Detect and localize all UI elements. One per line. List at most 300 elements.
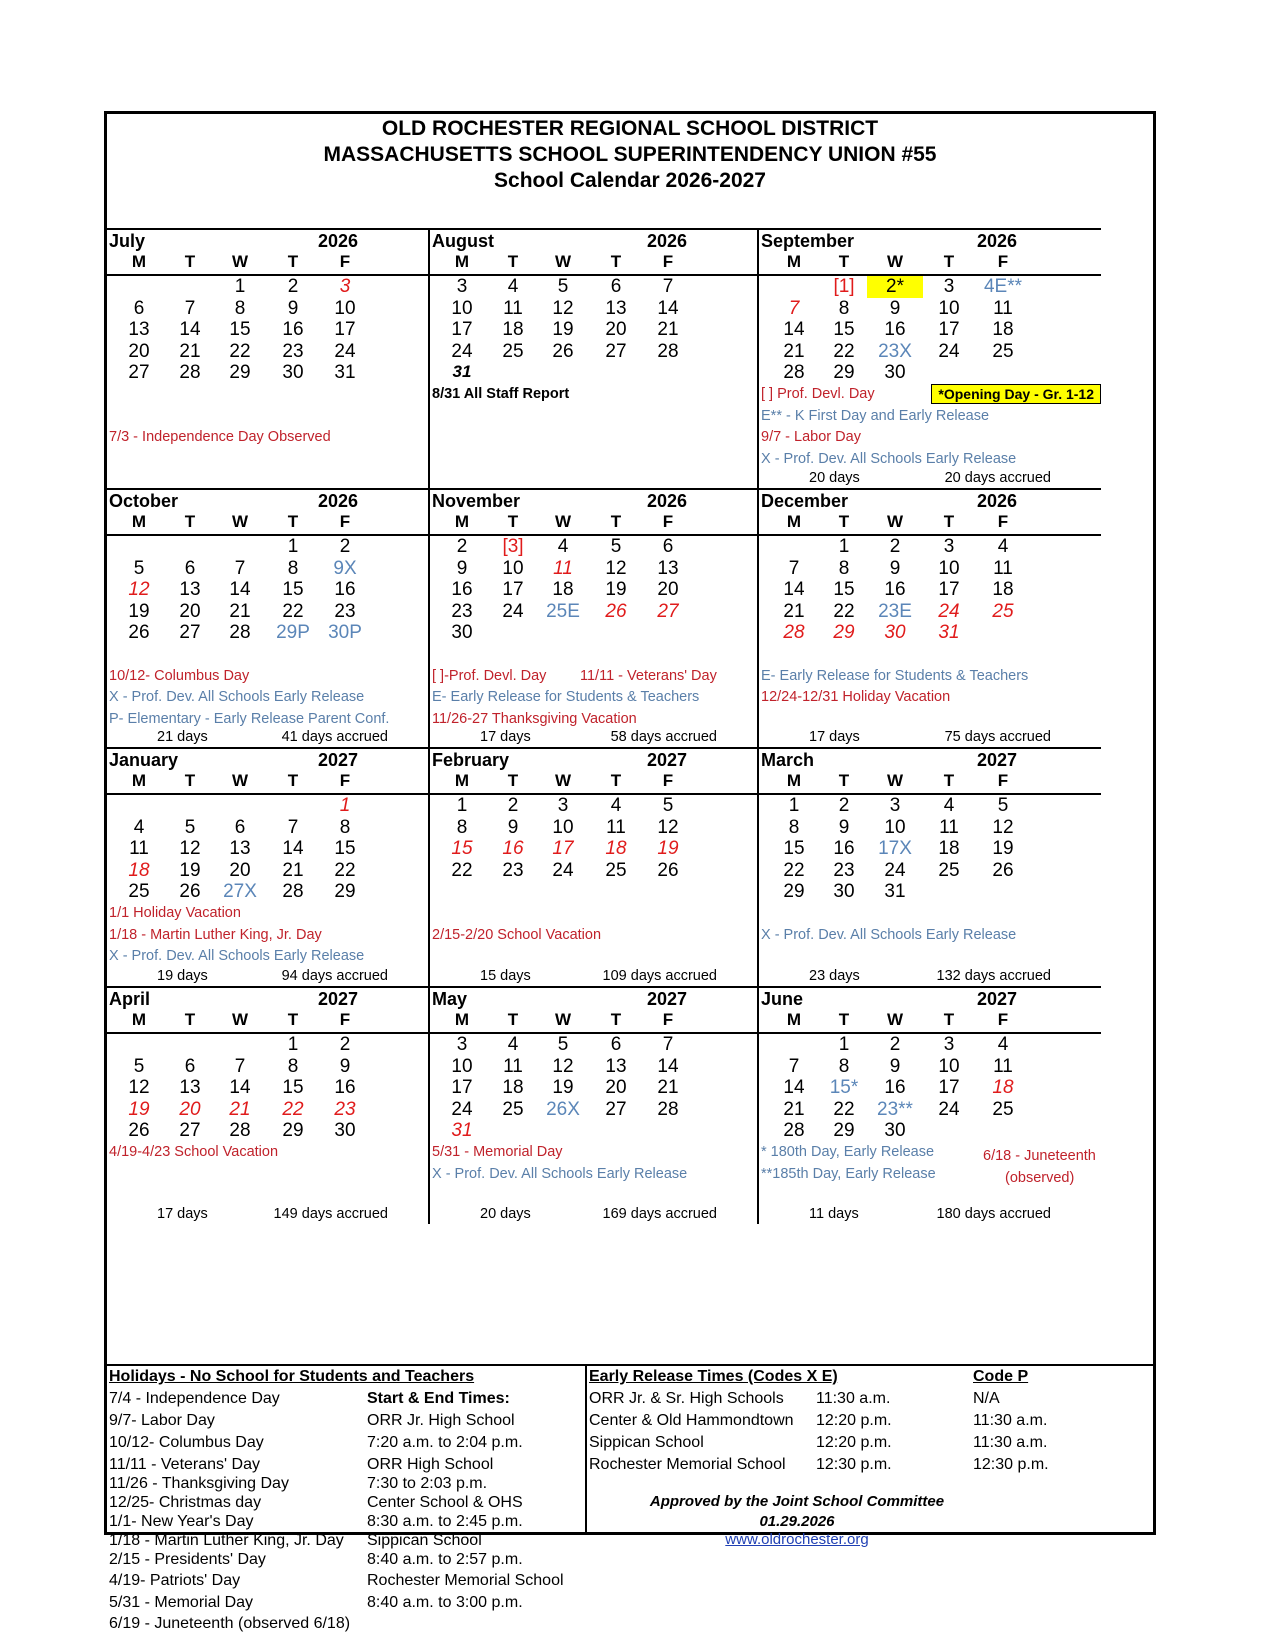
day-cell: 2 [838, 795, 850, 816]
legend-note: 11/11 - Veterans' Day [580, 667, 717, 684]
day-cell: 7 [788, 557, 800, 579]
month-day-count: 17 days [809, 729, 860, 745]
day-cell: 14 [229, 579, 251, 601]
month-year: 2027 [317, 750, 358, 770]
day-cell: [1] [833, 276, 855, 297]
week-row [430, 536, 757, 558]
day-cell: [3] [502, 536, 524, 557]
weekday-header [107, 512, 428, 536]
weekday-label: T [184, 252, 196, 271]
day-cell: 28 [179, 362, 201, 384]
weekday-label: M [786, 771, 802, 790]
month-name: October [109, 491, 179, 511]
day-cell: 29 [833, 1120, 855, 1142]
month-header [107, 490, 428, 512]
month-year: 2026 [317, 491, 358, 511]
holidays-times-column [107, 1366, 587, 1632]
holiday-item: 2/15 - Presidents' Day [109, 1551, 266, 1568]
day-cell: 31 [334, 362, 356, 384]
day-cell: 26 [179, 881, 201, 903]
day-cell: 5 [133, 1055, 145, 1077]
weekday-label: F [662, 771, 674, 790]
day-cell: 23X [878, 340, 912, 362]
month-february [430, 747, 759, 986]
day-cell: 10 [502, 557, 524, 579]
early-school: Sippican School [589, 1434, 704, 1451]
early-release-column [587, 1366, 1153, 1548]
weekday-header [430, 771, 757, 795]
weekday-label: T [287, 771, 299, 790]
week-row [430, 1099, 757, 1121]
month-year: 2026 [646, 231, 687, 251]
legend-note: 4/19-4/23 School Vacation [109, 1144, 279, 1160]
weekday-label: M [131, 252, 147, 271]
day-cell: 21 [783, 1098, 805, 1120]
day-cell: 2* [867, 276, 923, 298]
month-header [759, 230, 1101, 252]
weekday-label: T [610, 1010, 622, 1029]
day-cell: 10 [938, 1055, 960, 1077]
day-cell: 7 [184, 297, 196, 319]
month-name: July [109, 231, 146, 251]
day-cell: 20 [179, 600, 201, 622]
day-cell: 12 [657, 816, 679, 838]
day-cell: 24 [938, 1098, 960, 1120]
week-row [107, 298, 428, 320]
weekday-label: F [997, 771, 1009, 790]
week-row [759, 558, 1101, 580]
week-row [759, 838, 1101, 860]
day-cell: 9X [333, 557, 357, 579]
weekday-label: W [554, 771, 572, 790]
day-cell: 4 [610, 795, 622, 816]
week-row [759, 1099, 1101, 1121]
weekday-label: T [507, 512, 519, 531]
day-cell: 15* [829, 1077, 859, 1099]
day-cell: 30 [334, 1120, 356, 1142]
start-end-item: ORR Jr. High School [367, 1412, 515, 1429]
day-cell: 9 [456, 557, 468, 579]
day-cell: 28 [783, 1120, 805, 1142]
week-row [107, 536, 428, 558]
day-cell: 9 [287, 297, 299, 319]
weekday-label: F [997, 512, 1009, 531]
days-accrued: 132 days accrued [936, 968, 1051, 984]
weekday-label: W [554, 512, 572, 531]
week-row [759, 341, 1101, 363]
day-cell: 4 [133, 816, 145, 838]
weekday-label: W [554, 1010, 572, 1029]
week-row [430, 860, 757, 882]
month-name: April [109, 989, 151, 1009]
day-cell: 14 [179, 319, 201, 341]
day-cell: 27X [223, 881, 257, 903]
week-row [430, 362, 757, 384]
weekday-label: T [838, 1010, 850, 1029]
day-cell: 6 [133, 297, 145, 319]
day-cell: 25 [992, 600, 1014, 622]
day-cell: 22 [334, 859, 356, 881]
holiday-item: 5/31 - Memorial Day [109, 1594, 254, 1611]
day-cell: 8 [234, 297, 246, 319]
month-header [107, 988, 428, 1010]
week-row [759, 1120, 1101, 1142]
weekday-label: F [997, 252, 1009, 271]
day-cell: 21 [179, 340, 201, 362]
approval-date: 01.29.2026 [759, 1513, 835, 1530]
day-cell: 12 [179, 838, 201, 860]
weekday-label: T [287, 1010, 299, 1029]
day-cell: 8 [838, 557, 850, 579]
weekday-label: M [786, 1010, 802, 1029]
day-cell: 1 [788, 795, 800, 816]
weekday-label: F [339, 512, 351, 531]
day-cell: 19 [552, 1077, 574, 1099]
day-cell: 4 [507, 276, 519, 297]
day-cell: 26 [657, 859, 679, 881]
weekday-label: W [231, 512, 249, 531]
month-day-count: 23 days [809, 968, 860, 984]
day-cell: 5 [997, 795, 1009, 816]
day-cell: 30 [884, 622, 906, 644]
day-cell: 13 [657, 557, 679, 579]
early-time: 12:30 p.m. [816, 1456, 892, 1473]
month-day-count: 20 days [480, 1206, 531, 1222]
month-day-count: 11 days [809, 1206, 859, 1222]
early-school: Center & Old Hammondtown [589, 1412, 794, 1429]
month-day-count: 17 days [480, 729, 531, 745]
weekday-label: W [554, 252, 572, 271]
day-cell: 20 [657, 579, 679, 601]
day-cell: 7 [662, 276, 674, 297]
day-cell: 15 [229, 319, 251, 341]
code-p-time: 11:30 a.m. [973, 1412, 1048, 1429]
week-row [430, 319, 757, 341]
day-cell: 28 [783, 362, 805, 384]
month-day-count: 20 days [809, 470, 860, 486]
holiday-item: 12/25- Christmas day [109, 1494, 262, 1511]
day-cell: 21 [657, 1077, 679, 1099]
day-cell: 13 [605, 1055, 627, 1077]
legend-note: (observed) [1005, 1169, 1075, 1186]
day-cell: 19 [992, 838, 1014, 860]
month-year: 2027 [976, 750, 1017, 770]
day-cell: 9 [889, 297, 901, 319]
day-cell: 10 [451, 1055, 473, 1077]
day-cell: 21 [229, 1098, 251, 1120]
month-name: August [432, 231, 494, 251]
legend-note: 9/7 - Labor Day [761, 429, 861, 446]
day-cell: 5 [133, 557, 145, 579]
day-cell: 22 [783, 859, 805, 881]
month-december [759, 488, 1101, 747]
day-cell: 4E** [983, 276, 1023, 297]
week-row [759, 817, 1101, 839]
day-cell: 30 [451, 622, 473, 644]
day-cell: 11 [553, 557, 573, 579]
weekday-label: T [184, 771, 196, 790]
day-cell: 10 [552, 816, 574, 838]
day-cell: 31 [452, 362, 472, 382]
holiday-item: 1/1- New Year's Day [109, 1513, 254, 1530]
day-cell: 26 [128, 1120, 150, 1142]
day-cell: 18 [552, 579, 574, 601]
early-release-title: Early Release Times (Codes X E) [589, 1368, 838, 1385]
day-cell: 9 [889, 1055, 901, 1077]
month-year: 2027 [646, 750, 687, 770]
start-end-item: ORR High School [367, 1456, 494, 1473]
weekday-label: F [662, 1010, 674, 1029]
week-row [430, 1056, 757, 1078]
weekday-label: M [131, 771, 147, 790]
week-row [430, 622, 757, 644]
month-name: May [432, 989, 468, 1009]
day-cell: 13 [128, 319, 150, 341]
holiday-item: 11/11 - Veterans' Day [109, 1456, 260, 1473]
day-cell: 2 [339, 1034, 351, 1055]
early-time: 12:20 p.m. [816, 1434, 892, 1451]
weekday-label: T [943, 771, 955, 790]
holidays-title: Holidays - No School for Students and Teachers [109, 1368, 475, 1385]
weekday-label: F [997, 1010, 1009, 1029]
legend-note: 7/3 - Independence Day Observed [109, 429, 331, 446]
weekday-label: M [131, 512, 147, 531]
day-cell: 15 [451, 838, 473, 860]
weekday-label: F [662, 252, 674, 271]
week-row [759, 860, 1101, 882]
union-title: MASSACHUSETTS SCHOOL SUPERINTENDENCY UNION #55 [323, 143, 937, 166]
month-header [107, 749, 428, 771]
weekday-label: T [943, 252, 955, 271]
days-accrued: 109 days accrued [602, 968, 717, 984]
day-cell: 12 [992, 816, 1014, 838]
day-cell: 16 [884, 319, 906, 341]
day-cell: 30 [282, 362, 304, 384]
day-cell: 28 [657, 340, 679, 362]
start-end-item: 8:40 a.m. to 3:00 p.m. [367, 1594, 523, 1611]
month-may [430, 986, 759, 1224]
month-header [430, 988, 757, 1010]
day-cell: 9 [339, 1055, 351, 1077]
day-cell: 5 [557, 276, 569, 297]
weekday-label: W [231, 771, 249, 790]
month-name: September [761, 231, 855, 251]
month-day-count: 15 days [480, 968, 531, 984]
month-july [107, 228, 430, 488]
day-cell: 25E [546, 600, 580, 622]
early-school: Rochester Memorial School [589, 1456, 786, 1473]
day-cell: 10 [884, 816, 906, 838]
day-cell: 21 [783, 600, 805, 622]
month-name: June [761, 989, 804, 1009]
day-cell: 1 [838, 1034, 850, 1055]
day-cell: 2 [507, 795, 519, 816]
day-cell: 27 [605, 1098, 627, 1120]
month-header [759, 988, 1101, 1010]
day-cell: 5 [610, 536, 622, 557]
weekday-header [107, 771, 428, 795]
week-row [107, 558, 428, 580]
day-cell: 22 [833, 340, 855, 362]
week-row [107, 579, 428, 601]
start-end-item: 8:40 a.m. to 2:57 p.m. [367, 1551, 523, 1568]
legend-note: 2/15-2/20 School Vacation [432, 926, 602, 943]
legend-note: 11/26-27 Thanksgiving Vacation [432, 710, 637, 727]
month-header [430, 490, 757, 512]
weekday-label: F [339, 1010, 351, 1029]
day-cell: 7 [788, 297, 800, 319]
day-cell: 24 [552, 859, 574, 881]
day-cell: 29 [334, 881, 356, 903]
day-cell: 11 [606, 816, 626, 838]
month-year: 2026 [976, 231, 1017, 251]
day-cell: 18 [605, 838, 627, 860]
day-cell: 23E [878, 600, 912, 622]
day-cell: 13 [179, 579, 201, 601]
day-cell: 18 [992, 1077, 1014, 1099]
holiday-item: 10/12- Columbus Day [109, 1434, 264, 1451]
day-cell: 19 [605, 579, 627, 601]
weekday-header [107, 252, 428, 276]
week-row [107, 622, 428, 644]
week-row [107, 319, 428, 341]
weekday-label: F [662, 512, 674, 531]
day-cell: 24 [938, 340, 960, 362]
weekday-label: W [886, 771, 904, 790]
day-cell: 11 [503, 297, 523, 319]
day-cell: 17 [502, 579, 524, 601]
weekday-label: M [131, 1010, 147, 1029]
day-cell: 29 [282, 1120, 304, 1142]
day-cell: 6 [184, 1055, 196, 1077]
week-row [107, 1099, 428, 1121]
week-row [107, 601, 428, 623]
day-cell: 24 [502, 600, 524, 622]
month-header [430, 230, 757, 252]
day-cell: 14 [229, 1077, 251, 1099]
week-row [759, 579, 1101, 601]
week-row [759, 881, 1101, 903]
day-cell: 3 [943, 276, 955, 297]
day-cell: 16 [282, 319, 304, 341]
weekday-header [759, 512, 1101, 536]
week-row [430, 276, 757, 298]
website-link[interactable]: www.oldrochester.org [725, 1531, 869, 1548]
week-row [107, 838, 428, 860]
month-april [107, 986, 430, 1224]
week-row [107, 1120, 428, 1142]
month-november [430, 488, 759, 747]
day-cell: 30 [833, 881, 855, 903]
day-cell: 13 [229, 838, 251, 860]
day-cell: 24 [884, 859, 906, 881]
start-end-item: 7:30 to 2:03 p.m. [367, 1475, 488, 1492]
week-row [759, 298, 1101, 320]
day-cell: 26 [605, 600, 627, 622]
day-cell: 8 [838, 297, 850, 319]
day-cell: 1 [456, 795, 468, 816]
start-end-item: Rochester Memorial School [367, 1572, 564, 1589]
week-row [107, 1034, 428, 1056]
day-cell: 28 [229, 622, 251, 644]
day-cell: 17 [334, 319, 356, 341]
day-cell: 4 [997, 1034, 1009, 1055]
week-row [107, 795, 428, 817]
legend-note: 5/31 - Memorial Day [432, 1144, 563, 1160]
day-cell: 9 [889, 557, 901, 579]
weekday-label: F [339, 771, 351, 790]
day-cell: 13 [179, 1077, 201, 1099]
day-cell: 7 [234, 1055, 246, 1077]
week-row [430, 817, 757, 839]
legend-note: X - Prof. Dev. All Schools Early Release [761, 926, 1017, 943]
day-cell: 22 [833, 600, 855, 622]
day-cell: 11 [993, 1055, 1013, 1077]
day-cell: 5 [557, 1034, 569, 1055]
day-cell: 27 [605, 340, 627, 362]
month-header [430, 749, 757, 771]
day-cell: 3 [557, 795, 569, 816]
month-name: November [432, 491, 521, 511]
day-cell: 20 [229, 859, 251, 881]
day-cell: 17 [552, 838, 574, 860]
day-cell: 19 [552, 319, 574, 341]
day-cell: 14 [657, 297, 679, 319]
weekday-label: F [339, 252, 351, 271]
weekday-label: W [231, 1010, 249, 1029]
month-header [759, 490, 1101, 512]
weekday-label: M [454, 252, 470, 271]
days-accrued: 149 days accrued [273, 1206, 388, 1222]
code-p-time: N/A [973, 1390, 1000, 1407]
legend-note: 6/18 - Juneteenth [983, 1148, 1096, 1165]
legend-note: E** - K First Day and Early Release [761, 407, 990, 424]
start-end-item: Sippican School [367, 1532, 482, 1549]
legend-note: 12/24-12/31 Holiday Vacation [761, 689, 951, 706]
weekday-label: T [610, 512, 622, 531]
month-day-count: 17 days [157, 1206, 208, 1222]
month-year: 2026 [976, 491, 1017, 511]
month-january [107, 747, 430, 986]
days-accrued: 75 days accrued [944, 729, 1051, 745]
day-cell: 7 [788, 1055, 800, 1077]
day-cell: 16 [502, 838, 524, 860]
week-row [759, 536, 1101, 558]
early-time: 12:20 p.m. [816, 1412, 892, 1429]
week-row [759, 601, 1101, 623]
day-cell: 26 [552, 340, 574, 362]
weekday-label: M [786, 512, 802, 531]
day-cell: 20 [605, 1077, 627, 1099]
day-cell: 9 [838, 816, 850, 838]
day-cell: 23 [451, 600, 473, 622]
day-cell: 15 [833, 319, 855, 341]
day-cell: 16 [334, 1077, 356, 1099]
week-row [430, 1077, 757, 1099]
early-school: ORR Jr. & Sr. High Schools [589, 1390, 784, 1407]
week-row [430, 1120, 757, 1142]
day-cell: 17X [878, 838, 912, 860]
day-cell: 24 [334, 340, 356, 362]
day-cell: 22 [282, 600, 304, 622]
week-row [759, 1077, 1101, 1099]
day-cell: 20 [605, 319, 627, 341]
holiday-item: 4/19- Patriots' Day [109, 1572, 241, 1589]
day-cell: 30 [884, 362, 906, 384]
day-cell: 23 [833, 859, 855, 881]
week-row [107, 817, 428, 839]
holiday-item: 9/7- Labor Day [109, 1412, 215, 1429]
